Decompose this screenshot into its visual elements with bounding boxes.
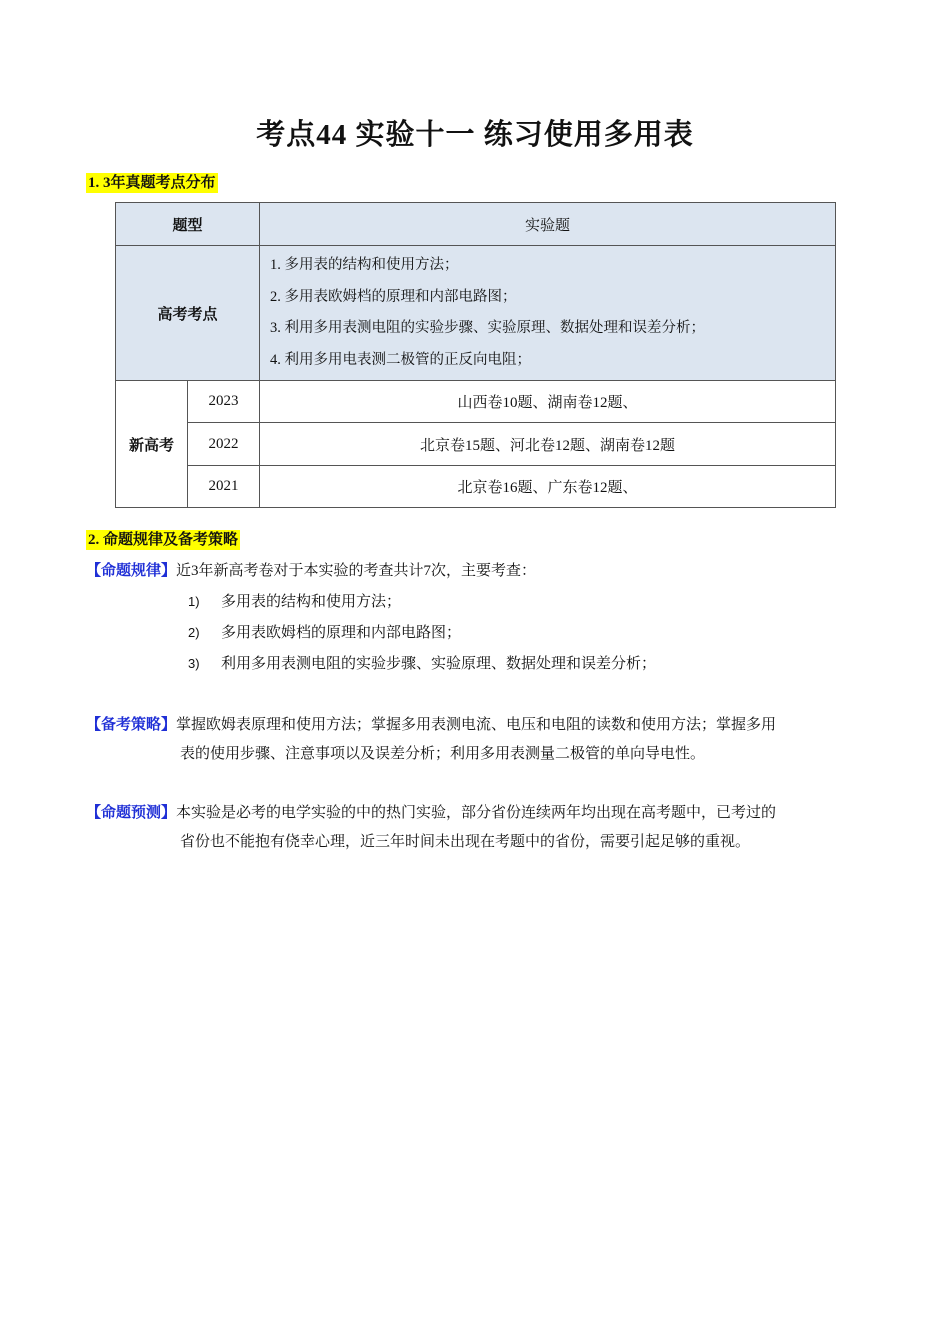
rule-paragraph — [86, 557, 866, 586]
year-items-cell: 北京卷16题、广东卷12题、 — [260, 466, 836, 508]
prediction-paragraph — [86, 799, 866, 857]
year-cell: 2021 — [188, 466, 260, 508]
list-item — [188, 592, 401, 612]
strategy-label: 【备考策略】 — [86, 717, 177, 733]
type-label: 题型 — [116, 203, 260, 246]
section-2-heading: 2. 命题规律及备考策略 — [88, 532, 239, 548]
new-exam-label: 新高考 — [116, 381, 188, 508]
strategy-line: 掌握欧姆表原理和使用方法；掌握多用表测电流、电压和电阻的读数和使用方法；掌握多用 — [176, 717, 777, 733]
list-text: 多用表欧姆档的原理和内部电路图； — [221, 625, 462, 641]
list-item — [188, 623, 461, 643]
exam-point: 3. 利用多用表测电阻的实验步骤、实验原理、数据处理和误差分析； — [270, 320, 705, 336]
list-number: 3) — [188, 656, 200, 671]
exam-points-cell — [260, 246, 836, 381]
strategy-line: 表的使用步骤、注意事项以及误差分析；利用多用表测量二极管的单向导电性。 — [180, 746, 706, 762]
rule-text: 近3年新高考卷对于本实验的考查共计7次，主要考查： — [176, 563, 537, 579]
list-number: 2) — [188, 625, 200, 640]
exam-point: 1. 多用表的结构和使用方法； — [270, 257, 459, 273]
exam-point: 2. 多用表欧姆档的原理和内部电路图； — [270, 288, 517, 305]
exam-point: 4. 利用多用电表测二极管的正反向电阻； — [270, 351, 531, 368]
year-items-cell: 北京卷15题、河北卷12题、湖南卷12题 — [260, 423, 836, 466]
year-cell: 2022 — [188, 423, 260, 466]
exam-distribution-table — [115, 202, 836, 508]
list-text: 多用表的结构和使用方法； — [221, 594, 402, 610]
rule-label: 【命题规律】 — [86, 563, 177, 579]
prediction-label: 【命题预测】 — [86, 805, 177, 821]
list-item — [188, 654, 656, 674]
page-title: 考点44 实验十一 练习使用多用表 — [256, 119, 694, 151]
section-1-heading: 1. 3年真题考点分布 — [88, 175, 216, 191]
prediction-line: 省份也不能抱有侥幸心理，近三年时间未出现在考题中的省份，需要引起足够的重视。 — [180, 834, 751, 850]
strategy-paragraph — [86, 711, 866, 769]
year-cell: 2023 — [188, 381, 260, 423]
type-value: 实验题 — [260, 203, 836, 246]
list-number: 1) — [188, 594, 200, 609]
points-label: 高考考点 — [116, 246, 260, 381]
year-items-cell: 山西卷10题、湖南卷12题、 — [260, 381, 836, 423]
list-text: 利用多用表测电阻的实验步骤、实验原理、数据处理和误差分析； — [221, 656, 657, 672]
prediction-line: 本实验是必考的电学实验的中的热门实验，部分省份连续两年均出现在高考题中，已考过的 — [176, 805, 777, 821]
